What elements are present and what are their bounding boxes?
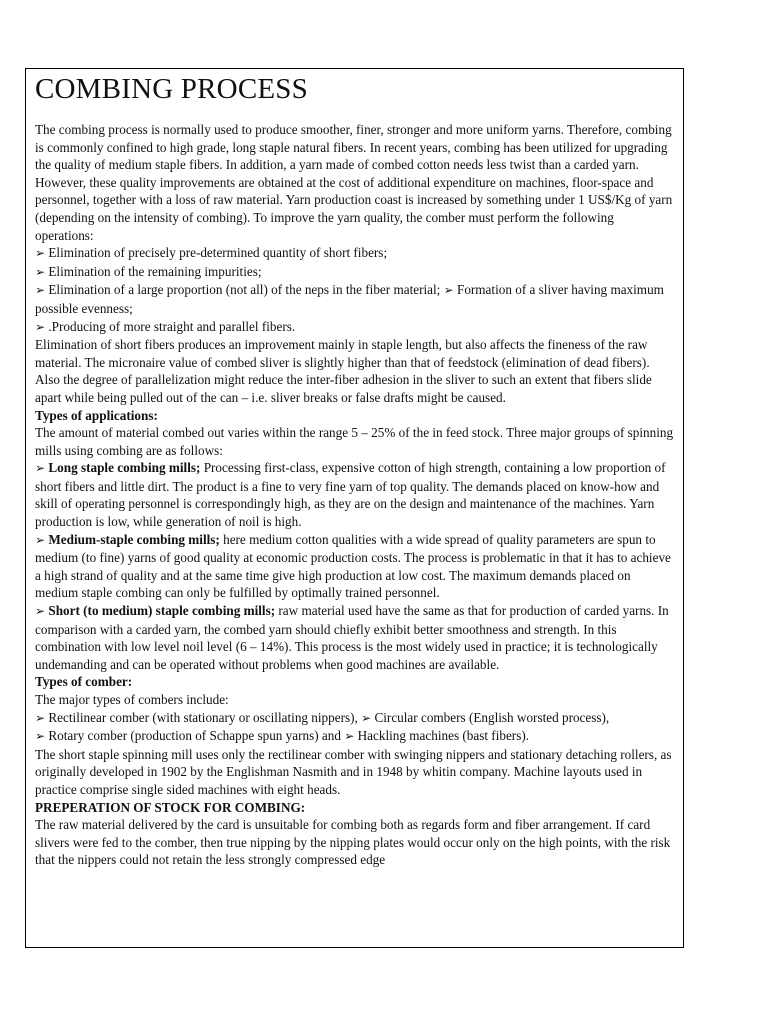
comber-text: Rotary comber (production of Schappe spun yarns) and [48, 728, 341, 744]
section-heading: Types of comber: [35, 674, 133, 690]
comber-item-2 [35, 727, 674, 746]
arrow-bullet-icon: ➢ [35, 246, 46, 261]
arrow-bullet-icon: ➢ [344, 729, 355, 744]
document-page [25, 68, 684, 948]
arrow-bullet-icon: ➢ [35, 264, 46, 279]
arrow-bullet-icon: ➢ [35, 604, 46, 619]
item-label: Short (to medium) staple combing mills; [48, 603, 276, 619]
arrow-bullet-icon: ➢ [35, 319, 46, 334]
preparation-paragraph: The raw material delivered by the card is unsuitable for combing both as regards form and fiber arrangement. If card slivers were fed to the comber, then true nipping by the nipping plates would occur only on the high points, with the risk that the nippers could not retain the less strongly compressed edge [35, 817, 671, 868]
operation-item-3 [35, 281, 674, 317]
page-title: COMBING PROCESS [35, 73, 308, 105]
applications-intro: The amount of material combed out varies within the range 5 – 25% of the in feed stock. Three major groups of spinning mills using combing are as follows: [35, 425, 674, 458]
operation-text: .Producing of more straight and parallel fibers. [48, 318, 296, 334]
comber-text: Circular combers (English worsted process), [374, 709, 610, 725]
item-text: here medium cotton qualities with a wide spread of quality parameters are spun to medium (to fine) yarns of good quality at economic production costs. The process is problematic in that it has to achieve a high strand of quality and at the same time give high production at low cost. The maximum demands placed on medium staple combing can only be fulfilled by optimally trained personnel. [35, 531, 671, 601]
comber-intro: The major types of combers include: [35, 692, 229, 707]
operation-item-2 [35, 263, 674, 282]
intro-paragraph: The combing process is normally used to produce smoother, finer, stronger and more uniform yarns. Therefore, combing is commonly confined to high grade, long staple natural fibers. In recent years, combing has been utilized for upgrading the quality of medium staple fibers. In addition, a yarn made of combed cotton needs less twist than a carded yarn. However, these quality improvements are obtained at the cost of additional expenditure on machines, floor-space and personnel, together with a loss of raw material. Yarn production coast is increased by something under 1 US$/Kg of yarn (depending on the intensity of combing). To improve the yarn quality, the comber must perform the following operations: [35, 122, 673, 243]
comber-paragraph: The short staple spinning mill uses only the rectilinear comber with swinging nippers and stationary detaching rollers, as originally developed in 1902 by the Englishman Nasmith and in 1948 by whitin company. Machine layouts used in practice comprise single sided machines with eight heads. [35, 746, 672, 797]
item-text: raw material used have the same as that for production of carded yarns. In comparison with a carded yarn, the combed yarn should chiefly exhibit better smoothness and strength. In this combination with low level noil level (6 – 14%). This process is the most widely used in practice; it is technologically undemanding and can be operated without problems when good machines are available. [35, 603, 669, 672]
operation-text: Elimination of the remaining impurities; [48, 263, 262, 279]
comber-heading [35, 673, 674, 691]
arrow-bullet-icon: ➢ [35, 532, 46, 547]
comber-item-1 [35, 709, 674, 728]
item-label: Medium-staple combing mills; [48, 531, 220, 547]
short-staple-item [35, 602, 674, 673]
preparation-heading [35, 799, 674, 817]
applications-heading [35, 407, 674, 425]
arrow-bullet-icon: ➢ [35, 710, 46, 725]
operation-item-1 [35, 244, 674, 263]
operation-text: Elimination of precisely pre-determined quantity of short fibers; [48, 245, 388, 261]
arrow-bullet-icon: ➢ [361, 710, 372, 725]
item-label: Long staple combing mills; [48, 460, 201, 476]
comber-text: Hackling machines (bast fibers). [357, 728, 530, 744]
operation-text: Formation of a sliver having maximum possible evenness; [35, 282, 664, 316]
long-staple-item [35, 459, 674, 530]
comber-text: Rectilinear comber (with stationary or oscillating nippers), [48, 709, 358, 725]
elimination-paragraph: Elimination of short fibers produces an improvement mainly in staple length, but also affects the fineness of the raw material. The micronaire value of combed sliver is slightly higher than that of feedstock (elimination of dead fibers). Also the degree of parallelization might reduce the inter-fiber adhesion in the sliver to such an extent that fibers slide apart while being pulled out of the can – i.e. sliver breaks or false drafts might be caused. [35, 337, 652, 405]
section-heading: PREPERATION OF STOCK FOR COMBING: [35, 799, 306, 815]
item-text: Processing first-class, expensive cotton of high strength, containing a low proportion of short fibers and little dirt. The product is a fine to very fine yarn of top quality. The demands placed on know-how and skill of operating personnel is correspondingly high, as they are on the design and maintenance of the machines. Yarn production is low, while generation of noil is high. [35, 460, 666, 530]
operation-text: Elimination of a large proportion (not all) of the neps in the fiber material; [48, 282, 441, 298]
arrow-bullet-icon: ➢ [35, 283, 46, 298]
arrow-bullet-icon: ➢ [35, 461, 46, 476]
section-heading: Types of applications: [35, 407, 158, 423]
arrow-bullet-icon: ➢ [443, 283, 454, 298]
operation-item-4 [35, 318, 674, 337]
document-body [35, 121, 674, 869]
arrow-bullet-icon: ➢ [35, 729, 46, 744]
medium-staple-item [35, 531, 674, 602]
